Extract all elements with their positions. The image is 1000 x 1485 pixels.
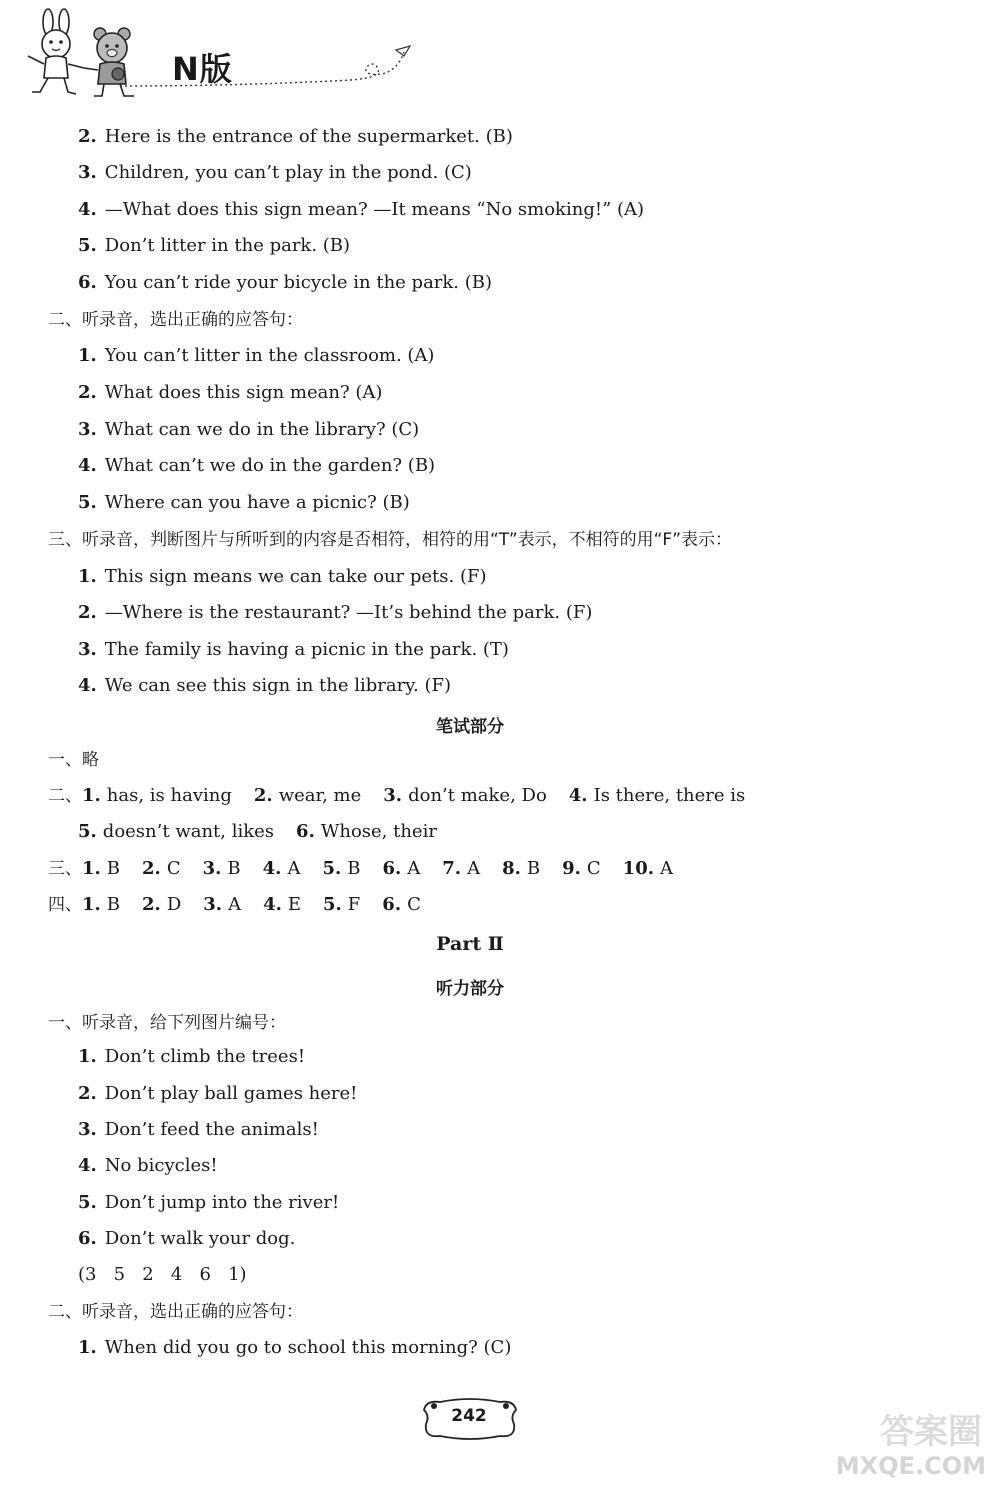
answer-line: 5. doesn’t want, likes 6. Whose, their [78, 821, 437, 842]
answer-line: 一、略 [48, 750, 99, 770]
list-item: 6. You can’t ride your bicycle in the park. (B) [78, 272, 493, 293]
list-item: 6. Don’t walk your dog. [78, 1228, 296, 1249]
list-item: 1. You can’t litter in the classroom. (A) [78, 345, 435, 366]
list-item: 1. Don’t climb the trees! [78, 1046, 306, 1067]
watermark-url: MXQE.COM [835, 1452, 986, 1480]
watermark-logo [816, 1402, 992, 1482]
dotted-swirl-decoration [120, 30, 420, 100]
list-item: 3. Don’t feed the animals! [78, 1119, 319, 1140]
watermark-cn: 答案圈 [880, 1412, 982, 1452]
list-item: 4. What can’t we do in the garden? (B) [78, 455, 436, 476]
section-heading: 二、听录音，选出正确的应答句： [48, 1302, 303, 1322]
list-item: 2. What does this sign mean? (A) [78, 382, 383, 403]
listening-section-title: 听力部分 [436, 979, 504, 999]
list-item: 2. —Where is the restaurant? —It’s behind the park. (F) [78, 602, 593, 623]
list-item: 1. This sign means we can take our pets. (F) [78, 566, 487, 587]
answer-line: 四、1. B 2. D 3. A 4. E 5. F 6. C [48, 894, 421, 915]
list-item: 5. Don’t jump into the river! [78, 1192, 340, 1213]
answer-line: 二、1. has, is having 2. wear, me 3. don’t make, Do 4. Is there, there is [48, 785, 746, 806]
list-item: 5. Don’t litter in the park. (B) [78, 235, 351, 256]
written-section-title: 笔试部分 [436, 717, 504, 737]
list-item: 3. What can we do in the library? (C) [78, 419, 420, 440]
list-item: 1. When did you go to school this morning? (C) [78, 1337, 512, 1358]
part-title: Part Ⅱ [436, 933, 504, 955]
list-item: 3. The family is having a picnic in the park. (T) [78, 639, 509, 660]
answer-line: 三、1. B 2. C 3. B 4. A 5. B 6. A 7. A 8. B 9. C 10. A [48, 858, 673, 879]
section-heading: 一、听录音，给下列图片编号： [48, 1013, 286, 1033]
section-heading: 三、听录音，判断图片与所听到的内容是否相符，相符的用“T”表示，不相符的用“F”表示： [48, 530, 733, 550]
list-item: 2. Don’t play ball games here! [78, 1083, 358, 1104]
answer-sequence: (3 5 2 4 6 1) [78, 1264, 247, 1285]
edition-label: N版 [172, 50, 233, 88]
page-header [0, 0, 1000, 110]
list-item: 3. Children, you can’t play in the pond. (C) [78, 162, 472, 183]
page-number: 242 [451, 1406, 487, 1426]
section-heading: 二、听录音，选出正确的应答句： [48, 310, 303, 330]
list-item: 4. We can see this sign in the library. (F) [78, 675, 451, 696]
list-item: 4. No bicycles! [78, 1155, 218, 1176]
list-item: 2. Here is the entrance of the supermarket. (B) [78, 126, 513, 147]
list-item: 5. Where can you have a picnic? (B) [78, 492, 410, 513]
list-item: 4. —What does this sign mean? —It means “No smoking!” (A) [78, 199, 645, 220]
